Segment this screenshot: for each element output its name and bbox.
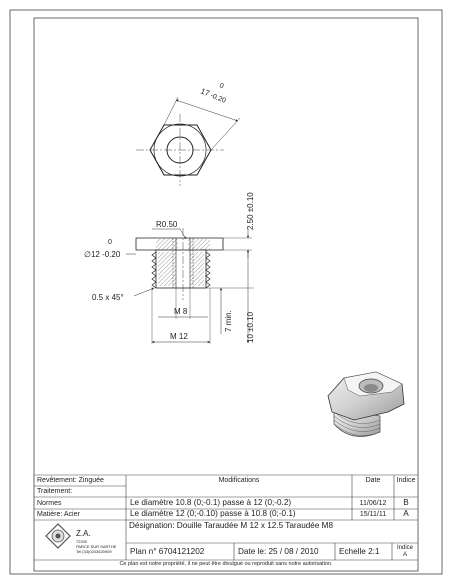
coating-label: Revêtement: Zinguée: [37, 477, 104, 484]
company-postal: 72200: [76, 539, 88, 544]
thread-right: [206, 252, 210, 288]
top-view: [136, 82, 240, 186]
company-logo: [46, 524, 70, 548]
designation-label: Désignation: Douille Taraudée M 12 x 12.5 Taraudée M8: [129, 521, 334, 530]
hatch-body-right: [190, 252, 204, 286]
thread-left: [152, 252, 156, 288]
across-flats-ext-2: [211, 118, 240, 150]
modification-row-1-date: 11/06/12: [359, 500, 387, 507]
chamfer-label: 0.5 x 45°: [92, 293, 124, 302]
across-flats-ext-1: [164, 97, 178, 125]
iso-bore-inner: [364, 384, 378, 392]
section-view: [84, 192, 255, 344]
hatch-flange-right: [188, 239, 210, 251]
modification-row-2-text: Le diamètre 12 (0;-0.10) passe à 10.8 (0;-0.1): [130, 509, 296, 518]
material-label: Matière: Acier: [37, 511, 80, 518]
scale-label: Echelle 2:1: [339, 547, 380, 556]
standards-label: Normes: [37, 500, 62, 507]
flange-thickness-label: 2.50 ±0.10: [246, 192, 255, 230]
company-phone: Tel (33)0243620909: [76, 549, 112, 554]
indice-value: A: [402, 552, 407, 558]
hatch-flange-left: [156, 239, 178, 251]
plan-number: Plan n° 6704121202: [130, 547, 205, 556]
radius-label: R0.50: [156, 220, 178, 229]
across-flats-dim-line: [176, 100, 238, 121]
outer-border: [10, 10, 442, 574]
across-flats-value: 17: [199, 86, 211, 99]
company-name: Z.A.: [76, 529, 91, 538]
across-flats-tol-upper: 0: [218, 82, 225, 91]
flange-dia-tol-upper: 0: [108, 239, 112, 246]
chamfer-leader: [134, 288, 154, 296]
footer-notice: Ce plan est notre propriété, il ne peut être divulgué ou reproduit sans notre autorisation.: [119, 561, 333, 567]
modification-row-1-indice: B: [403, 498, 409, 507]
modification-row-2-indice: A: [403, 509, 409, 518]
modifications-header: Modifications: [218, 477, 260, 484]
m12-label: M 12: [170, 332, 188, 341]
hatch-body-left: [158, 252, 176, 286]
modification-row-1-text: Le diamètre 10.8 (0;-0.1) passe à 12 (0;-0.2): [130, 498, 292, 507]
date-header: Date: [365, 477, 381, 484]
flange-dia-label: ∅12 -0.20: [84, 250, 121, 259]
company-city: PARCE SUR SARTHE: [76, 544, 117, 549]
thread-min-label: 7 min.: [224, 310, 233, 332]
m8-label: M 8: [174, 307, 188, 316]
modification-row-2-date: 15/11/11: [359, 511, 387, 518]
across-flats-tol-lower: -0.20: [209, 92, 227, 105]
treatment-label: Traitement:: [37, 488, 73, 495]
plan-date: Date le: 25 / 08 / 2010: [238, 547, 319, 556]
iso-view: [328, 372, 404, 437]
length-label: 10 ±0.10: [246, 311, 255, 343]
indice-header: Indice: [396, 477, 416, 484]
indice-label: Indice: [396, 545, 413, 551]
